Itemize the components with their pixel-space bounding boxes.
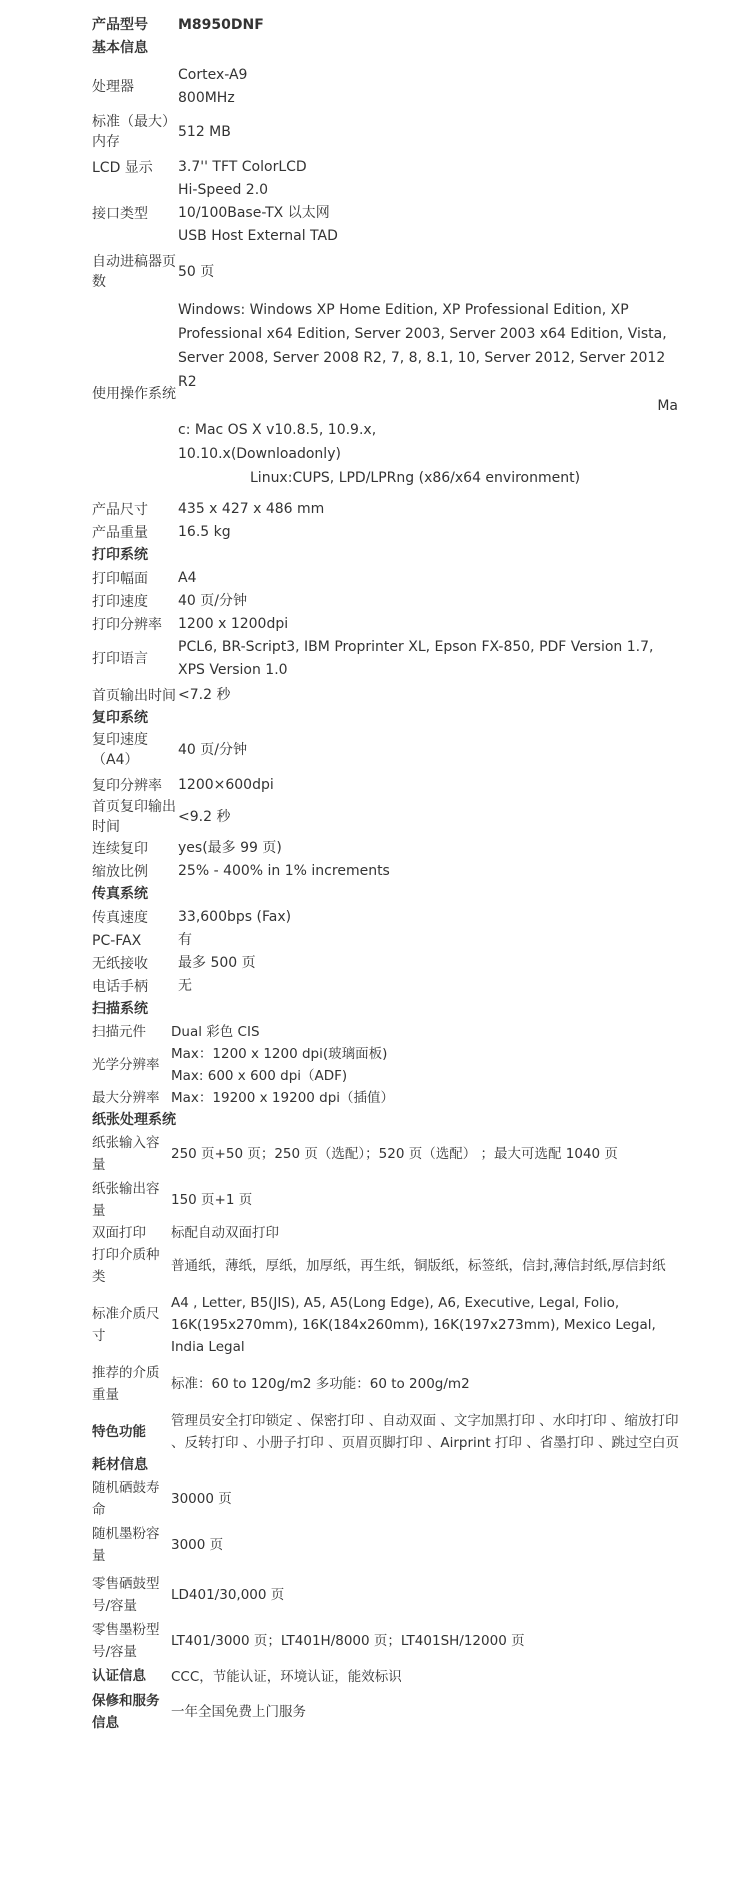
max-resolution-value: Max：19200 x 19200 dpi（插值）: [171, 1090, 395, 1106]
section-scan: 扫描系统: [92, 1001, 148, 1017]
weight-row: [92, 521, 682, 544]
max-resolution-label: 最大分辨率: [92, 1090, 160, 1106]
handset-value: 无: [178, 978, 192, 994]
media-size-label: 标准介质尺寸: [92, 1306, 160, 1344]
toner-value: 3000 页: [171, 1537, 224, 1553]
media-size-value: A4 , Letter, B5(JIS), A5, A5(Long Edge), A6, Executive, Legal, Folio, 16K(195x270mm), 16K(184x260mm), 16K(197x273mm), Mexico Legal, India Legal: [171, 1295, 656, 1355]
section-copy: 复印系统: [92, 710, 148, 726]
fax-speed-row: [92, 906, 682, 929]
toner-retail-value: LT401/3000 页；LT401H/8000 页；LT401SH/12000 页: [171, 1633, 525, 1649]
first-page-row: [92, 684, 682, 707]
copy-speed-value: 40 页/分钟: [178, 741, 247, 758]
media-weight-value: 标准：60 to 120g/m2 多功能：60 to 200g/m2: [171, 1376, 470, 1392]
features-value: 管理员安全打印锁定 、保密打印 、自动双面 、文字加黑打印 、水印打印 、缩放打印 、反转打印 、小册子打印 、页眉页脚打印 、Airprint 打印 、省墨打印 、跳过空白页: [171, 1413, 680, 1451]
media-size-row: [92, 1292, 682, 1358]
paper-output-row: [92, 1178, 682, 1222]
toner-label: 随机墨粉容量: [92, 1526, 160, 1564]
cpu-value: [178, 64, 682, 110]
copy-resolution-label: 复印分辨率: [92, 777, 162, 794]
continuous-copy-row: [92, 837, 682, 860]
cert-label: 认证信息: [92, 1668, 146, 1684]
first-copy-label: 首页复印输出时间: [92, 799, 176, 835]
toner-retail-row: [92, 1619, 682, 1663]
optical-line: Max：1200 x 1200 dpi(玻璃面板): [171, 1046, 388, 1062]
print-speed-value: 40 页/分钟: [178, 593, 247, 609]
adf-row: [92, 252, 682, 292]
adf-label: 自动进稿器页数: [92, 254, 176, 290]
copy-speed-label: 复印速度（A4）: [92, 732, 148, 768]
handset-label: 电话手柄: [92, 978, 148, 995]
os-line: c: Mac OS X v10.8.5, 10.9.x,: [178, 422, 377, 438]
media-type-label: 打印介质种类: [92, 1247, 160, 1285]
copy-resolution-value: 1200×600dpi: [178, 777, 274, 793]
continuous-copy-value: yes(最多 99 页): [178, 840, 282, 856]
fax-speed-label: 传真速度: [92, 909, 148, 926]
print-speed-label: 打印速度: [92, 593, 148, 610]
os-line: Windows: Windows XP Home Edition, XP Professional Edition, XP Professional x64 Edition, Server 2003, Server 2003 x64 Edition, Vista, Server 2008, Server 2008 R2, 7, 8, 8.1, 10, Server 2012, Server 2012 R2: [178, 302, 667, 390]
lcd-row: [92, 156, 682, 179]
first-copy-value: <9.2 秒: [178, 808, 231, 825]
memory-row: [92, 112, 682, 152]
paperless-row: [92, 952, 682, 975]
features-row: [92, 1410, 682, 1454]
cpu-line: Cortex-A9: [178, 67, 248, 83]
media-type-value: 普通纸，薄纸，厚纸，加厚纸，再生纸，铜版纸，标签纸，信封,薄信封纸,厚信封纸: [171, 1258, 666, 1274]
copy-speed-row: [92, 730, 682, 770]
section-fax: 传真系统: [92, 886, 148, 902]
paperless-value: 最多 500 页: [178, 955, 256, 971]
interface-value: [178, 179, 682, 248]
weight-label: 产品重量: [92, 524, 148, 541]
first-page-label: 首页输出时间: [92, 687, 176, 704]
paperless-label: 无纸接收: [92, 955, 148, 972]
scan-element-label: 扫描元件: [92, 1024, 146, 1040]
max-resolution-row: [92, 1087, 682, 1109]
section-paper: 纸张处理系统: [92, 1112, 176, 1128]
section-basic: 基本信息: [92, 40, 148, 56]
model-row: [92, 14, 682, 37]
memory-label: 标准（最大）内存: [92, 114, 176, 150]
cpu-label: 处理器: [92, 79, 134, 95]
paper-output-label: 纸张输出容量: [92, 1181, 160, 1219]
model-label: 产品型号: [92, 17, 148, 33]
cert-row: [92, 1665, 682, 1688]
pcfax-value: 有: [178, 932, 192, 948]
lcd-label: LCD 显示: [92, 159, 153, 176]
os-line: Ma: [657, 398, 678, 414]
print-size-row: [92, 567, 682, 590]
print-language-row: [92, 636, 682, 682]
os-line: Linux:CUPS, LPD/LPRng (x86/x64 environment): [250, 470, 581, 486]
fax-speed-value: 33,600bps (Fax): [178, 909, 292, 925]
os-value: [178, 298, 682, 490]
paper-input-value: 250 页+50 页；250 页（选配）；520 页（选配） ；最大可选配 1040 页: [171, 1146, 618, 1162]
os-label: 使用操作系统: [92, 386, 176, 402]
size-row: [92, 498, 682, 521]
copy-resolution-row: [92, 774, 682, 797]
cpu-row: [92, 64, 682, 110]
print-resolution-label: 打印分辨率: [92, 616, 162, 633]
os-row: [92, 298, 682, 490]
spec-sheet: [92, 14, 682, 1734]
cpu-line: 800MHz: [178, 90, 235, 106]
print-resolution-row: [92, 613, 682, 636]
warranty-row: [92, 1690, 682, 1734]
print-language-value: PCL6, BR-Script3, IBM Proprinter XL, Epson FX-850, PDF Version 1.7, XPS Version 1.0: [178, 639, 654, 678]
warranty-label: 保修和服务信息: [92, 1693, 160, 1731]
drum-life-value: 30000 页: [171, 1491, 232, 1507]
scan-element-value: Dual 彩色 CIS: [171, 1024, 260, 1040]
interface-label: 接口类型: [92, 205, 148, 222]
weight-value: 16.5 kg: [178, 524, 231, 540]
media-weight-label: 推荐的介质重量: [92, 1365, 160, 1403]
warranty-value: 一年全国免费上门服务: [171, 1704, 306, 1720]
first-page-value: <7.2 秒: [178, 687, 231, 703]
memory-value: 512 MB: [178, 123, 231, 140]
section-supplies: 耗材信息: [92, 1457, 148, 1473]
print-language-label: 打印语言: [92, 651, 148, 667]
interface-line: USB Host External TAD: [178, 228, 338, 244]
handset-row: [92, 975, 682, 998]
continuous-copy-label: 连续复印: [92, 840, 148, 857]
optical-line: Max: 600 x 600 dpi（ADF): [171, 1068, 348, 1084]
print-resolution-value: 1200 x 1200dpi: [178, 616, 289, 632]
drum-life-label: 随机硒鼓寿命: [92, 1480, 160, 1518]
interface-line: Hi-Speed 2.0: [178, 182, 269, 198]
optical-resolution-label: 光学分辨率: [92, 1057, 160, 1073]
scan-element-row: [92, 1021, 682, 1043]
media-type-row: [92, 1244, 682, 1288]
section-print: 打印系统: [92, 547, 148, 563]
zoom-label: 缩放比例: [92, 863, 148, 880]
interface-line: 10/100Base-TX 以太网: [178, 205, 330, 221]
duplex-label: 双面打印: [92, 1225, 146, 1241]
drum-retail-row: [92, 1573, 682, 1617]
zoom-row: [92, 860, 682, 883]
media-weight-row: [92, 1362, 682, 1406]
adf-value: 50 页: [178, 263, 215, 280]
interface-row: [92, 179, 682, 248]
toner-row: [92, 1523, 682, 1567]
cert-value: CCC，节能认证，环境认证，能效标识: [171, 1668, 402, 1685]
duplex-row: [92, 1222, 682, 1244]
toner-retail-label: 零售墨粉型号/容量: [92, 1622, 160, 1660]
drum-retail-label: 零售硒鼓型号/容量: [92, 1576, 160, 1614]
optical-resolution-value: [171, 1043, 682, 1087]
pcfax-label: PC-FAX: [92, 932, 142, 949]
os-line: 10.10.x(Downloadonly): [178, 446, 341, 462]
paper-input-row: [92, 1132, 682, 1176]
print-size-value: A4: [178, 570, 197, 586]
drum-retail-value: LD401/30,000 页: [171, 1587, 285, 1603]
first-copy-row: [92, 797, 682, 837]
pcfax-row: [92, 929, 682, 952]
paper-output-value: 150 页+1 页: [171, 1192, 253, 1208]
print-size-label: 打印幅面: [92, 570, 148, 587]
duplex-value: 标配自动双面打印: [171, 1225, 279, 1241]
print-speed-row: [92, 590, 682, 613]
features-label: 特色功能: [92, 1423, 146, 1440]
lcd-value: 3.7'' TFT ColorLCD: [178, 159, 307, 175]
model-value: M8950DNF: [178, 17, 264, 33]
zoom-value: 25% - 400% in 1% increments: [178, 863, 390, 879]
drum-life-row: [92, 1477, 682, 1521]
size-label: 产品尺寸: [92, 501, 148, 518]
optical-resolution-row: [92, 1043, 682, 1087]
size-value: 435 x 427 x 486 mm: [178, 501, 325, 517]
paper-input-label: 纸张输入容量: [92, 1135, 160, 1173]
